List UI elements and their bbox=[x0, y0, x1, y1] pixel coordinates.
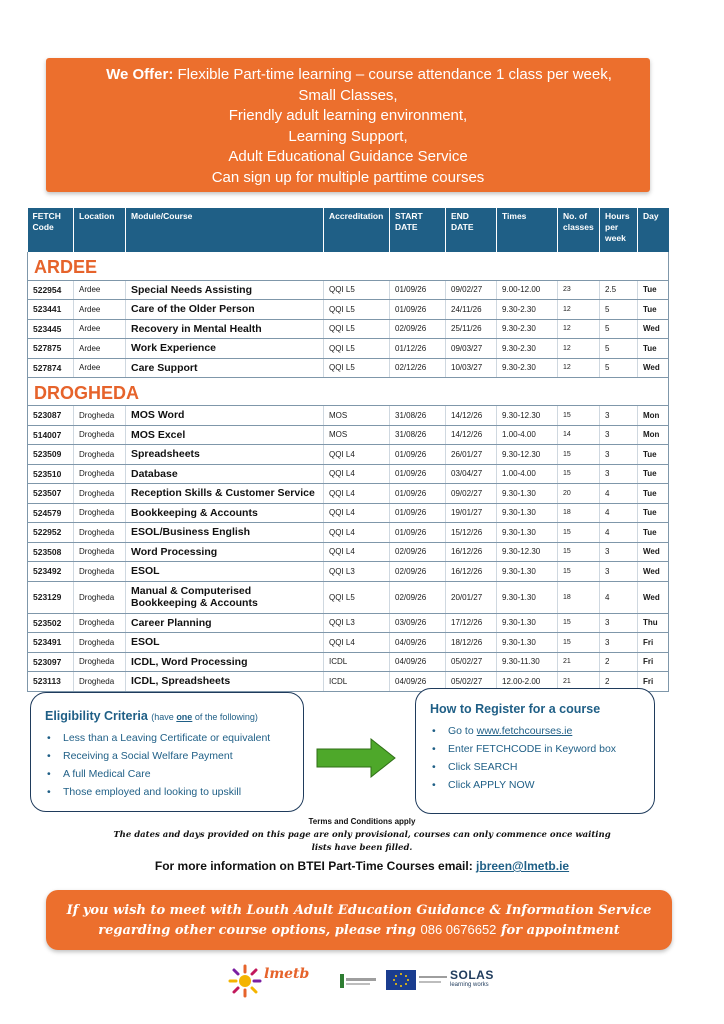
course-name: ESOL bbox=[126, 562, 324, 582]
register-box bbox=[415, 688, 655, 814]
day: Tue bbox=[638, 339, 669, 359]
end-date: 14/12/26 bbox=[446, 406, 497, 426]
table-body bbox=[28, 252, 669, 691]
terms-heading: Terms and Conditions apply bbox=[308, 817, 416, 826]
day: Wed bbox=[638, 562, 669, 582]
guidance-line-1: If you wish to meet with Louth Adult Education Guidance & Information Service bbox=[66, 903, 652, 918]
classes-count: 12 bbox=[558, 300, 600, 320]
table-row bbox=[28, 319, 669, 339]
classes-count: 15 bbox=[558, 406, 600, 426]
times: 12.00-2.00 bbox=[497, 672, 558, 692]
partner-logos bbox=[228, 964, 498, 1002]
section-heading-row bbox=[28, 252, 669, 280]
fetch-code: 523507 bbox=[28, 484, 74, 504]
fetch-code: 523129 bbox=[28, 581, 74, 613]
classes-count: 12 bbox=[558, 358, 600, 378]
location: Ardee bbox=[74, 280, 126, 300]
start-date: 01/09/26 bbox=[390, 523, 446, 543]
offer-text-1: Flexible Part-time learning – course attendance 1 class per week, bbox=[177, 66, 612, 83]
times: 9.30-1.30 bbox=[497, 523, 558, 543]
start-date: 02/12/26 bbox=[390, 358, 446, 378]
classes-count: 12 bbox=[558, 339, 600, 359]
course-name: Spreadsheets bbox=[126, 445, 324, 465]
start-date: 01/09/26 bbox=[390, 503, 446, 523]
table-row bbox=[28, 406, 669, 426]
header-module: Module/Course bbox=[126, 208, 324, 252]
hours-per-week: 5 bbox=[600, 358, 638, 378]
course-name: Work Experience bbox=[126, 339, 324, 359]
hours-per-week: 3 bbox=[600, 425, 638, 445]
day: Wed bbox=[638, 358, 669, 378]
table-row bbox=[28, 425, 669, 445]
end-date: 09/02/27 bbox=[446, 280, 497, 300]
start-date: 01/09/26 bbox=[390, 445, 446, 465]
accreditation: QQI L4 bbox=[324, 484, 390, 504]
end-date: 09/03/27 bbox=[446, 339, 497, 359]
table-row bbox=[28, 358, 669, 378]
hours-per-week: 3 bbox=[600, 542, 638, 562]
course-table-container bbox=[27, 208, 668, 692]
accreditation: QQI L4 bbox=[324, 542, 390, 562]
guidance-line-2: regarding other course options, please ring 086 0676652 for appointment bbox=[98, 922, 620, 938]
course-name-line: Bookkeeping & Accounts bbox=[131, 597, 258, 609]
phone-number: 086 0676652 bbox=[420, 922, 497, 937]
end-date: 05/02/27 bbox=[446, 672, 497, 692]
offer-line-4: Learning Support, bbox=[288, 127, 408, 145]
header-accreditation: Accreditation bbox=[324, 208, 390, 252]
times: 9.30-2.30 bbox=[497, 358, 558, 378]
government-harp-icon bbox=[340, 972, 380, 992]
table-row bbox=[28, 339, 669, 359]
start-date: 31/08/26 bbox=[390, 406, 446, 426]
accreditation: QQI L4 bbox=[324, 464, 390, 484]
course-name: Recovery in Mental Health bbox=[126, 319, 324, 339]
accreditation: QQI L5 bbox=[324, 358, 390, 378]
header-location: Location bbox=[74, 208, 126, 252]
table-row bbox=[28, 633, 669, 653]
course-name: Care of the Older Person bbox=[126, 300, 324, 320]
accreditation: ICDL bbox=[324, 672, 390, 692]
classes-count: 15 bbox=[558, 542, 600, 562]
end-date: 16/12/26 bbox=[446, 562, 497, 582]
accreditation: QQI L5 bbox=[324, 300, 390, 320]
hours-per-week: 4 bbox=[600, 523, 638, 543]
course-name: ICDL, Word Processing bbox=[126, 652, 324, 672]
fetchcourses-link[interactable]: www.fetchcourses.ie bbox=[476, 725, 573, 737]
section-heading: ARDEE bbox=[28, 252, 669, 280]
eu-flag-icon bbox=[386, 968, 448, 994]
classes-count: 23 bbox=[558, 280, 600, 300]
header-classes: No. of classes bbox=[558, 208, 600, 252]
location: Ardee bbox=[74, 319, 126, 339]
course-name: Word Processing bbox=[126, 542, 324, 562]
fetch-code: 514007 bbox=[28, 425, 74, 445]
hours-per-week: 3 bbox=[600, 633, 638, 653]
header-day: Day bbox=[638, 208, 669, 252]
offer-line-2: Small Classes, bbox=[298, 86, 398, 104]
start-date: 02/09/26 bbox=[390, 562, 446, 582]
hours-per-week: 4 bbox=[600, 581, 638, 613]
start-date: 31/08/26 bbox=[390, 425, 446, 445]
header-end: END DATE bbox=[446, 208, 497, 252]
end-date: 15/12/26 bbox=[446, 523, 497, 543]
course-name: Care Support bbox=[126, 358, 324, 378]
day: Fri bbox=[638, 672, 669, 692]
classes-count: 15 bbox=[558, 445, 600, 465]
end-date: 26/01/27 bbox=[446, 445, 497, 465]
location: Drogheda bbox=[74, 445, 126, 465]
location: Ardee bbox=[74, 339, 126, 359]
eligibility-item: • Less than a Leaving Certificate or equivalent bbox=[45, 729, 303, 747]
course-name: ICDL, Spreadsheets bbox=[126, 672, 324, 692]
hours-per-week: 5 bbox=[600, 319, 638, 339]
course-name: Bookkeeping & Accounts bbox=[126, 503, 324, 523]
classes-count: 20 bbox=[558, 484, 600, 504]
hours-per-week: 4 bbox=[600, 484, 638, 504]
end-date: 17/12/26 bbox=[446, 613, 497, 633]
hours-per-week: 5 bbox=[600, 339, 638, 359]
classes-count: 12 bbox=[558, 319, 600, 339]
times: 9.30-1.30 bbox=[497, 633, 558, 653]
lmetb-sun-icon bbox=[228, 964, 262, 998]
day: Tue bbox=[638, 445, 669, 465]
table-row bbox=[28, 280, 669, 300]
eligibility-list bbox=[45, 729, 303, 801]
times: 9.30-1.30 bbox=[497, 484, 558, 504]
location: Ardee bbox=[74, 300, 126, 320]
accreditation: QQI L3 bbox=[324, 562, 390, 582]
classes-count: 15 bbox=[558, 633, 600, 653]
eligibility-item: • Receiving a Social Welfare Payment bbox=[45, 747, 303, 765]
classes-count: 15 bbox=[558, 523, 600, 543]
day: Tue bbox=[638, 523, 669, 543]
day: Wed bbox=[638, 542, 669, 562]
accreditation: ICDL bbox=[324, 652, 390, 672]
eligibility-box bbox=[30, 692, 304, 812]
offer-line-1 bbox=[46, 65, 650, 86]
table-header bbox=[28, 208, 669, 252]
fetch-code: 523502 bbox=[28, 613, 74, 633]
accreditation: QQI L4 bbox=[324, 445, 390, 465]
fetch-code: 523445 bbox=[28, 319, 74, 339]
offer-banner bbox=[46, 58, 650, 192]
location: Drogheda bbox=[74, 613, 126, 633]
accreditation: QQI L3 bbox=[324, 613, 390, 633]
fetch-code: 527874 bbox=[28, 358, 74, 378]
solas-wordmark: SOLAS bbox=[450, 968, 494, 982]
hours-per-week: 5 bbox=[600, 300, 638, 320]
location: Drogheda bbox=[74, 406, 126, 426]
course-name bbox=[126, 581, 324, 613]
classes-count: 21 bbox=[558, 672, 600, 692]
day: Fri bbox=[638, 652, 669, 672]
times: 9.30-11.30 bbox=[497, 652, 558, 672]
offer-lead: We Offer: bbox=[106, 66, 174, 83]
solas-logo bbox=[450, 968, 500, 996]
end-date: 10/03/27 bbox=[446, 358, 497, 378]
times: 9.30-2.30 bbox=[497, 319, 558, 339]
eligibility-title: Eligibility Criteria (have one of the following) bbox=[45, 709, 258, 723]
classes-count: 15 bbox=[558, 613, 600, 633]
start-date: 02/09/26 bbox=[390, 581, 446, 613]
hours-per-week: 2.5 bbox=[600, 280, 638, 300]
location: Drogheda bbox=[74, 581, 126, 613]
table-row bbox=[28, 581, 669, 613]
start-date: 04/09/26 bbox=[390, 672, 446, 692]
info-line: For more information on BTEI Part-Time Courses email: jbreen@lmetb.ie bbox=[154, 859, 570, 873]
table-row bbox=[28, 464, 669, 484]
location: Drogheda bbox=[74, 425, 126, 445]
hours-per-week: 3 bbox=[600, 445, 638, 465]
accreditation: QQI L4 bbox=[324, 503, 390, 523]
accreditation: QQI L4 bbox=[324, 633, 390, 653]
register-step: • Click APPLY NOW bbox=[430, 776, 654, 794]
start-date: 01/09/26 bbox=[390, 300, 446, 320]
course-name: Career Planning bbox=[126, 613, 324, 633]
accreditation: QQI L5 bbox=[324, 339, 390, 359]
location: Drogheda bbox=[74, 523, 126, 543]
classes-count: 18 bbox=[558, 503, 600, 523]
day: Tue bbox=[638, 464, 669, 484]
table-row bbox=[28, 445, 669, 465]
course-name-line: Manual & Computerised bbox=[131, 585, 252, 597]
lmetb-wordmark: lmetb bbox=[264, 966, 310, 982]
fetch-code: 523097 bbox=[28, 652, 74, 672]
hours-per-week: 3 bbox=[600, 562, 638, 582]
start-date: 04/09/26 bbox=[390, 652, 446, 672]
times: 9.30-12.30 bbox=[497, 445, 558, 465]
day: Tue bbox=[638, 503, 669, 523]
course-name: Database bbox=[126, 464, 324, 484]
start-date: 04/09/26 bbox=[390, 633, 446, 653]
times: 9.30-2.30 bbox=[497, 339, 558, 359]
lmetb-logo bbox=[228, 964, 318, 998]
register-title: How to Register for a course bbox=[430, 702, 601, 716]
times: 9.30-2.30 bbox=[497, 300, 558, 320]
email-link[interactable]: jbreen@lmetb.ie bbox=[476, 859, 570, 873]
start-date: 02/09/26 bbox=[390, 542, 446, 562]
accreditation: QQI L4 bbox=[324, 523, 390, 543]
classes-count: 15 bbox=[558, 562, 600, 582]
register-step: • Enter FETCHCODE in Keyword box bbox=[430, 740, 654, 758]
course-name: Reception Skills & Customer Service bbox=[126, 484, 324, 504]
hours-per-week: 3 bbox=[600, 464, 638, 484]
table-row bbox=[28, 652, 669, 672]
accreditation: MOS bbox=[324, 406, 390, 426]
register-steps bbox=[430, 722, 654, 794]
fetch-code: 523508 bbox=[28, 542, 74, 562]
offer-line-3: Friendly adult learning environment, bbox=[228, 107, 468, 125]
day: Mon bbox=[638, 406, 669, 426]
end-date: 24/11/26 bbox=[446, 300, 497, 320]
guidance-banner bbox=[46, 890, 672, 950]
eligibility-item: • A full Medical Care bbox=[45, 765, 303, 783]
end-date: 09/02/27 bbox=[446, 484, 497, 504]
terms-disclaimer: The dates and days provided on this page are only provisional, courses can only commence once waiting lists have been filled. bbox=[113, 830, 611, 853]
location: Drogheda bbox=[74, 484, 126, 504]
end-date: 18/12/26 bbox=[446, 633, 497, 653]
hours-per-week: 3 bbox=[600, 406, 638, 426]
start-date: 01/09/26 bbox=[390, 464, 446, 484]
location: Drogheda bbox=[74, 464, 126, 484]
accreditation: MOS bbox=[324, 425, 390, 445]
location: Drogheda bbox=[74, 562, 126, 582]
start-date: 01/09/26 bbox=[390, 484, 446, 504]
location: Drogheda bbox=[74, 633, 126, 653]
table-row bbox=[28, 542, 669, 562]
classes-count: 15 bbox=[558, 464, 600, 484]
times: 9.00-12.00 bbox=[497, 280, 558, 300]
day: Tue bbox=[638, 484, 669, 504]
fetch-code: 523509 bbox=[28, 445, 74, 465]
course-name: Special Needs Assisting bbox=[126, 280, 324, 300]
end-date: 19/01/27 bbox=[446, 503, 497, 523]
table-row bbox=[28, 300, 669, 320]
table-row bbox=[28, 562, 669, 582]
hours-per-week: 2 bbox=[600, 652, 638, 672]
location: Ardee bbox=[74, 358, 126, 378]
section-heading-row bbox=[28, 378, 669, 406]
fetch-code: 523491 bbox=[28, 633, 74, 653]
start-date: 01/12/26 bbox=[390, 339, 446, 359]
fetch-code: 523492 bbox=[28, 562, 74, 582]
fetch-code: 523087 bbox=[28, 406, 74, 426]
day: Tue bbox=[638, 300, 669, 320]
location: Drogheda bbox=[74, 672, 126, 692]
start-date: 03/09/26 bbox=[390, 613, 446, 633]
day: Wed bbox=[638, 581, 669, 613]
fetch-code: 522954 bbox=[28, 280, 74, 300]
course-name: MOS Excel bbox=[126, 425, 324, 445]
offer-line-5: Adult Educational Guidance Service bbox=[228, 148, 468, 166]
accreditation: QQI L5 bbox=[324, 280, 390, 300]
times: 9.30-1.30 bbox=[497, 503, 558, 523]
times: 1.00-4.00 bbox=[497, 464, 558, 484]
table-row bbox=[28, 503, 669, 523]
location: Drogheda bbox=[74, 652, 126, 672]
times: 1.00-4.00 bbox=[497, 425, 558, 445]
table-row bbox=[28, 613, 669, 633]
fetch-code: 524579 bbox=[28, 503, 74, 523]
times: 9.30-12.30 bbox=[497, 406, 558, 426]
end-date: 20/01/27 bbox=[446, 581, 497, 613]
hours-per-week: 4 bbox=[600, 503, 638, 523]
end-date: 14/12/26 bbox=[446, 425, 497, 445]
classes-count: 21 bbox=[558, 652, 600, 672]
section-heading: DROGHEDA bbox=[28, 378, 669, 406]
end-date: 16/12/26 bbox=[446, 542, 497, 562]
start-date: 01/09/26 bbox=[390, 280, 446, 300]
solas-tagline: learning works bbox=[450, 982, 489, 988]
course-name: ESOL/Business English bbox=[126, 523, 324, 543]
eligibility-item: • Those employed and looking to upskill bbox=[45, 783, 303, 801]
fetch-code: 522952 bbox=[28, 523, 74, 543]
classes-count: 18 bbox=[558, 581, 600, 613]
fetch-code: 523113 bbox=[28, 672, 74, 692]
register-step-goto: • Go to www.fetchcourses.ie bbox=[430, 722, 654, 740]
end-date: 05/02/27 bbox=[446, 652, 497, 672]
hours-per-week: 3 bbox=[600, 613, 638, 633]
arrow-right-icon bbox=[315, 738, 397, 778]
fetch-code: 523441 bbox=[28, 300, 74, 320]
hours-per-week: 2 bbox=[600, 672, 638, 692]
table-row bbox=[28, 523, 669, 543]
end-date: 25/11/26 bbox=[446, 319, 497, 339]
start-date: 02/09/26 bbox=[390, 319, 446, 339]
day: Mon bbox=[638, 425, 669, 445]
classes-count: 14 bbox=[558, 425, 600, 445]
location: Drogheda bbox=[74, 503, 126, 523]
end-date: 03/04/27 bbox=[446, 464, 497, 484]
register-step: • Click SEARCH bbox=[430, 758, 654, 776]
day: Thu bbox=[638, 613, 669, 633]
day: Fri bbox=[638, 633, 669, 653]
header-start: START DATE bbox=[390, 208, 446, 252]
course-name: ESOL bbox=[126, 633, 324, 653]
day: Wed bbox=[638, 319, 669, 339]
location: Drogheda bbox=[74, 542, 126, 562]
accreditation: QQI L5 bbox=[324, 319, 390, 339]
course-name: MOS Word bbox=[126, 406, 324, 426]
table-row bbox=[28, 484, 669, 504]
header-hours: Hours per week bbox=[600, 208, 638, 252]
times: 9.30-1.30 bbox=[497, 581, 558, 613]
accreditation: QQI L5 bbox=[324, 581, 390, 613]
course-table bbox=[27, 208, 669, 692]
fetch-code: 523510 bbox=[28, 464, 74, 484]
fetch-code: 527875 bbox=[28, 339, 74, 359]
header-code: FETCH Code bbox=[28, 208, 74, 252]
times: 9.30-1.30 bbox=[497, 562, 558, 582]
times: 9.30-12.30 bbox=[497, 542, 558, 562]
times: 9.30-1.30 bbox=[497, 613, 558, 633]
offer-line-6: Can sign up for multiple parttime courses bbox=[211, 168, 485, 186]
header-times: Times bbox=[497, 208, 558, 252]
day: Tue bbox=[638, 280, 669, 300]
